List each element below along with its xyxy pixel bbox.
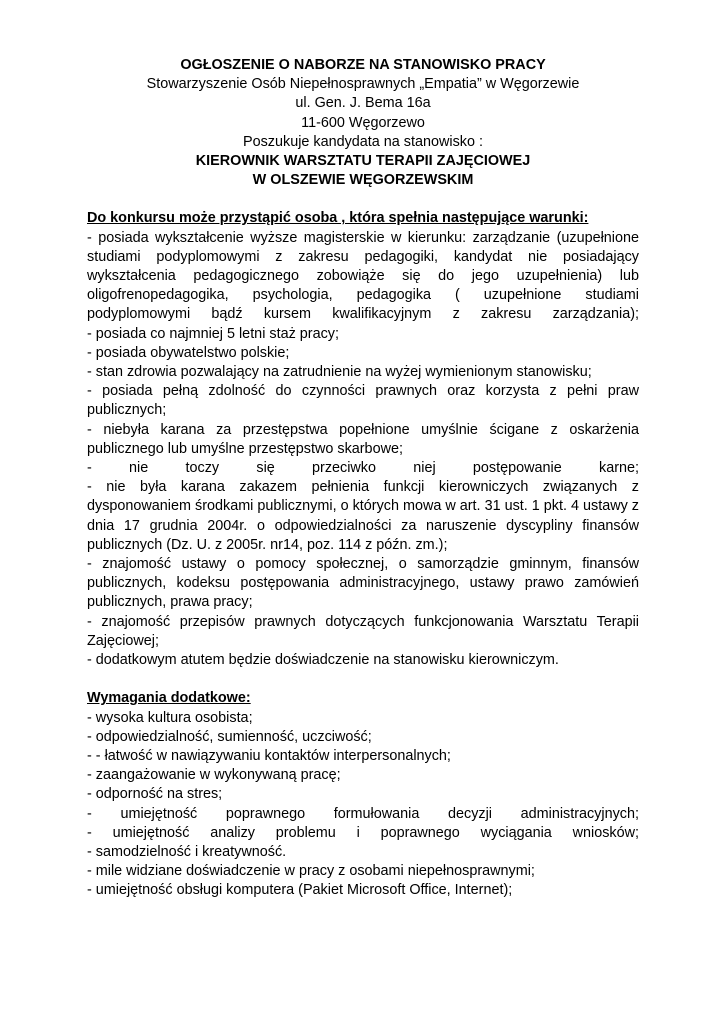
requirement-item: - niebyła karana za przestępstwa popełnione umyślnie ścigane z oskarżenia publicznego lub umyślne przestępstwo skarbowe; xyxy=(87,421,639,457)
additional-item: - - łatwość w nawiązywaniu kontaktów interpersonalnych; xyxy=(87,747,451,764)
additional-item: - odporność na stres; xyxy=(87,786,223,803)
requirement-item: - znajomość przepisów prawnych dotyczących funkcjonowania Warsztatu Terapii Zajęciowej; xyxy=(87,613,639,649)
section-spacer xyxy=(87,670,639,689)
requirement-item: - nie toczy się przeciwko niej postępowanie karne; xyxy=(87,460,639,477)
requirements-list xyxy=(87,229,639,671)
requirement-item: - posiada obywatelstwo polskie; xyxy=(87,344,290,361)
requirement-item: - posiada pełną zdolność do czynności prawnych oraz korzysta z pełni praw publicznych; xyxy=(87,383,639,419)
requirement-item: - posiada co najmniej 5 letni staż pracy; xyxy=(87,325,339,342)
requirement-item: - dodatkowym atutem będzie doświadczenie na stanowisku kierowniczym. xyxy=(87,652,559,669)
additional-item: - mile widziane doświadczenie w pracy z osobami niepełnosprawnymi; xyxy=(87,863,535,880)
organization-street: ul. Gen. J. Bema 16a xyxy=(295,95,431,112)
requirement-item: - stan zdrowia pozwalający na zatrudnienie na wyżej wymienionym stanowisku; xyxy=(87,364,592,381)
organization-city: 11-600 Węgorzewo xyxy=(301,114,425,131)
additional-item: - umiejętność poprawnego formułowania decyzji administracyjnych; xyxy=(87,805,639,822)
additional-requirements-heading: Wymagania dodatkowe: xyxy=(87,690,251,707)
requirement-item: - znajomość ustawy o pomocy społecznej, o samorządzie gminnym, finansów publicznych, kodeksu postępowania administracyjnego, ustawy prawo zamówień publicznych, prawa pracy; xyxy=(87,556,639,611)
additional-item: - wysoka kultura osobista; xyxy=(87,709,253,726)
additional-item: - zaangażowanie w wykonywaną pracę; xyxy=(87,767,341,784)
position-title-line1: KIEROWNIK WARSZTATU TERAPII ZAJĘCIOWEJ xyxy=(195,153,531,170)
additional-item: - umiejętność obsługi komputera (Pakiet Microsoft Office, Internet); xyxy=(87,882,513,899)
seeking-text: Poszukuje kandydata na stanowisko : xyxy=(243,133,483,150)
announcement-title: OGŁOSZENIE O NABORZE NA STANOWISKO PRACY xyxy=(180,57,546,73)
requirement-item: - nie była karana zakazem pełnienia funkcji kierowniczych związanych z dysponowaniem środkami publicznymi, o których mowa w art. 31 ust. 1 pkt. 4 ustawy z dnia 17 grudnia 2004r. o odpowiedzialności za naruszenie dyscypliny finansów publicznych (Dz. U. z 2005r. nr14, poz. 114 z późn. zm.); xyxy=(87,479,639,553)
organization-name: Stowarzyszenie Osób Niepełnosprawnych „Empatia” w Węgorzewie xyxy=(146,76,580,93)
requirements-heading: Do konkursu może przystąpić osoba , która spełnia następujące warunki: xyxy=(87,210,589,227)
announcement-header xyxy=(87,56,639,190)
additional-requirements-list xyxy=(87,709,639,901)
position-title-line2: W OLSZEWIE WĘGORZEWSKIM xyxy=(252,172,474,189)
additional-item: - odpowiedzialność, sumienność, uczciwość; xyxy=(87,728,372,745)
additional-item: - samodzielność i kreatywność. xyxy=(87,843,287,860)
additional-item: - umiejętność analizy problemu i poprawnego wyciągania wniosków; xyxy=(87,824,639,841)
requirement-item: - posiada wykształcenie wyższe magisterskie w kierunku: zarządzanie (uzupełnione studiami podyplomowymi z zakresu pedagogiki, kandydat nie posiadający wykształcenia pedagogicznego zobowiąże się do jego uzupełnienia) lub oligofrenopedagogika, psychologia, pedagogika ( uzupełnione studiami podyplomowymi bądź kursem kwalifikacyjnym z zakresu zarządzania); xyxy=(87,229,639,323)
document-page xyxy=(87,56,639,901)
